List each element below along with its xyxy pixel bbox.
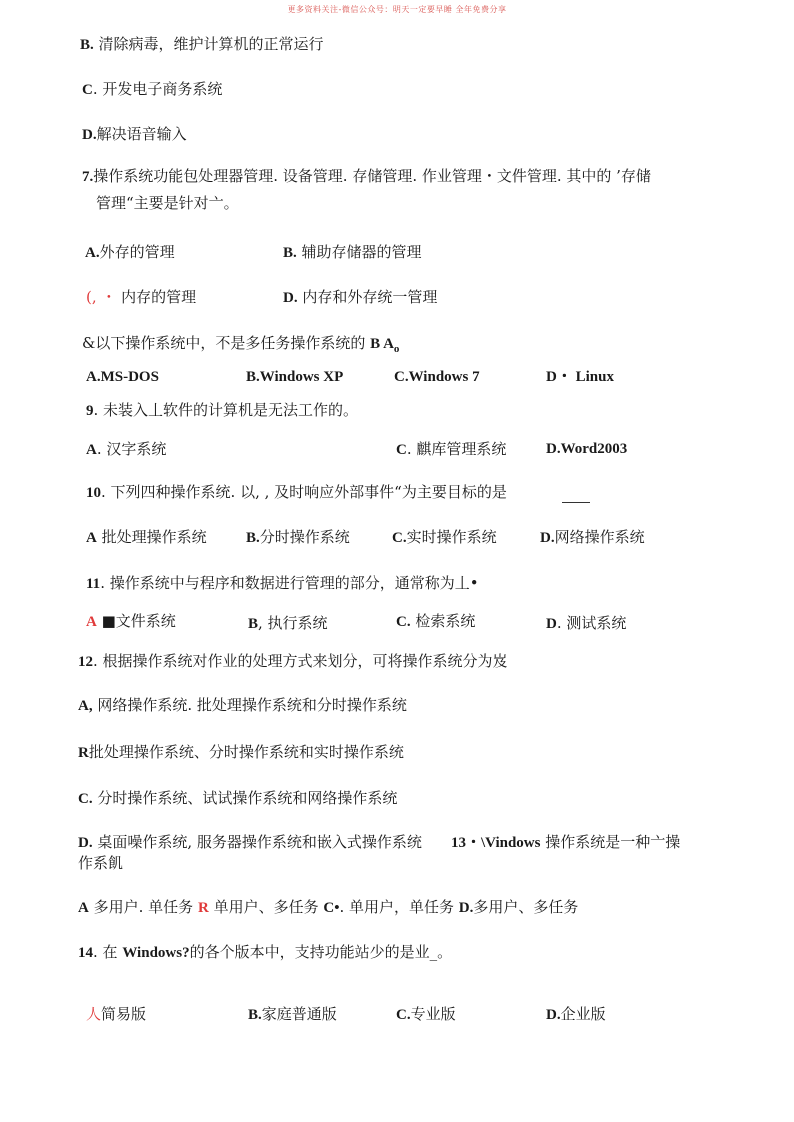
option-text: 多用户、多任务 (473, 898, 579, 916)
option-text: 桌面噪作系统, 服务器操作系统和嵌入式操作系统 (97, 833, 422, 851)
q10-option-d (540, 527, 645, 548)
option-text: . 汉字系统 (96, 440, 167, 458)
q10-option-a (86, 527, 207, 548)
option-letter: D. (458, 900, 474, 916)
option-text: ■文件系统 (101, 612, 176, 630)
option-letter: B. (246, 530, 260, 546)
question-number: 10 (86, 485, 101, 501)
option-letter: A, (78, 698, 93, 714)
question-number: 9 (86, 403, 94, 419)
q10-option-c (392, 527, 497, 548)
option-text: , 执行系统 (258, 614, 328, 632)
option-text: 检索系统 (415, 612, 476, 630)
question-text: 操作系统功能包处理器管理. 设备管理. 存储管理. 作业管理・文件管理. 其中的 ’存储 (93, 167, 651, 185)
q9-stem (86, 400, 358, 421)
option-letter: D. (540, 530, 555, 546)
question-text: . 根据操作系统对作业的处理方式来划分，可将操作系统分为岌 (93, 652, 508, 670)
q11-option-d (546, 613, 626, 634)
q6-option-d (82, 124, 187, 145)
windows-name: Windows? (122, 945, 190, 961)
option-letter: A (86, 530, 97, 546)
answer-blank (562, 490, 590, 503)
option-text: . 开发电子商务系统 (92, 80, 223, 98)
q13-options (78, 897, 578, 918)
option-letter: R (197, 900, 209, 916)
option-letter: D. (546, 1007, 561, 1023)
q11-stem (86, 573, 479, 594)
option-letter: R (78, 745, 89, 761)
q6-option-c (82, 79, 222, 100)
option-letter: A. (85, 245, 100, 261)
q14-option-c (396, 1004, 456, 1025)
option-letter: A (86, 614, 97, 630)
question-text: . 未装入丄软件的计算机是无法工作的。 (93, 401, 359, 419)
option-text: 分时操作系统 (259, 528, 350, 546)
q7-option-a (85, 242, 175, 263)
q7-option-d (283, 287, 437, 308)
answer-mark-sub: o (393, 343, 400, 355)
q12-option-d (78, 832, 422, 853)
option-text: 实时操作系统 (406, 528, 497, 546)
q11-option-c (396, 611, 475, 632)
option-letter: 人 (86, 1005, 102, 1023)
option-text: 解决语音输入 (96, 125, 187, 143)
question-text: 的各个版本中，支持功能站少的是业_。 (189, 943, 453, 961)
q9-option-a (86, 439, 166, 460)
option-text: 内存的管理 (121, 288, 197, 306)
option-letter: B. (283, 245, 297, 261)
q12-option-b (78, 742, 404, 763)
q8-option-b: B.Windows XP (246, 369, 344, 385)
option-letter: C• (323, 900, 340, 916)
option-text: . 测试系统 (556, 614, 627, 632)
question-text: 操作系统是一种亠操 (545, 833, 681, 851)
q14-option-d (546, 1004, 606, 1025)
q8-option-a: A.MS-DOS (86, 369, 159, 385)
option-text: 简易版 (101, 1005, 147, 1023)
q13-stem-line1 (451, 832, 680, 853)
option-text: 网络操作系统. 批处理操作系统和分时操作系统 (97, 696, 407, 714)
option-letter: D. (78, 835, 93, 851)
question-number: 13・\Vindows (451, 835, 541, 851)
option-letter: C. (396, 1007, 411, 1023)
option-letter: C (82, 82, 93, 98)
question-number: 11 (86, 576, 101, 592)
q8-option-c: C.Windows 7 (394, 369, 480, 385)
option-text: 多用户. 单任务 (93, 898, 194, 916)
q8-option-d: D・ Linux (546, 369, 614, 385)
option-letter: C. (78, 791, 93, 807)
q14-option-b (248, 1004, 337, 1025)
q13-stem-line2: 作系飢 (78, 854, 124, 872)
option-letter: C. (396, 614, 411, 630)
question-number: 7. (82, 169, 94, 185)
option-text: 批处理操作系统、分时操作系统和实时操作系统 (88, 743, 404, 761)
q10-option-b (246, 527, 350, 548)
q14-stem (78, 942, 452, 963)
option-text: . 单用户，单任务 (339, 898, 455, 916)
header-note: 更多资料关注-微信公众号：明天一定要早睡 全年免费分享 (287, 5, 507, 14)
option-text: 内存和外存统一管理 (302, 288, 438, 306)
option-text: 网络操作系统 (554, 528, 645, 546)
option-letter: B. (248, 1007, 262, 1023)
option-text: 家庭普通版 (261, 1005, 337, 1023)
q12-stem (78, 651, 508, 672)
option-text: 批处理操作系统 (101, 528, 207, 546)
option-text: 企业版 (560, 1005, 606, 1023)
option-letter: B (248, 616, 259, 632)
option-text: 分时操作系统、试试操作系统和网络操作系统 (97, 789, 398, 807)
answer-mark: B A (370, 336, 394, 352)
question-number: 12 (78, 654, 93, 670)
option-letter: (, ・ (86, 288, 117, 306)
q12-option-c (78, 788, 397, 809)
question-text: . 操作系统中与程序和数据进行管理的部分，通常称为丄• (100, 574, 479, 592)
q14-option-a (86, 1004, 146, 1024)
option-text: 外存的管理 (99, 243, 175, 261)
q7-option-c (86, 287, 196, 307)
q8-stem (82, 333, 399, 359)
option-letter: C (396, 442, 407, 458)
q11-option-b (248, 613, 328, 634)
q7-stem-line2: 管理“主要是针对亠。 (96, 194, 239, 212)
option-letter: B. (80, 37, 94, 53)
option-text: 专业版 (410, 1005, 456, 1023)
option-letter: A (86, 442, 97, 458)
q6-option-b (80, 34, 324, 55)
option-letter: C. (392, 530, 407, 546)
option-letter: D. (82, 127, 97, 143)
option-letter: D. (283, 290, 298, 306)
option-text: 辅助存储器的管理 (301, 243, 422, 261)
q7-option-b (283, 242, 422, 263)
q9-option-d: D.Word2003 (546, 441, 628, 457)
q12-option-a (78, 695, 407, 716)
q10-stem (86, 482, 507, 503)
question-number: 14 (78, 945, 93, 961)
option-text: . 麒库管理系统 (406, 440, 507, 458)
q11-option-a (86, 611, 176, 632)
q9-option-c (396, 439, 506, 460)
option-text: 清除病毒，维护计算机的正常运行 (98, 35, 324, 53)
option-letter: D (546, 616, 557, 632)
q7-stem-line1 (82, 166, 651, 187)
option-text: 单用户、多任务 (213, 898, 319, 916)
question-text: &以下操作系统中，不是多任务操作系统的 (82, 334, 366, 352)
question-text: . 下列四种操作系统. 以, , 及时响应外部事件“为主要目标的是 (101, 483, 507, 501)
question-text: . 在 (93, 943, 118, 961)
option-letter: A (78, 900, 89, 916)
